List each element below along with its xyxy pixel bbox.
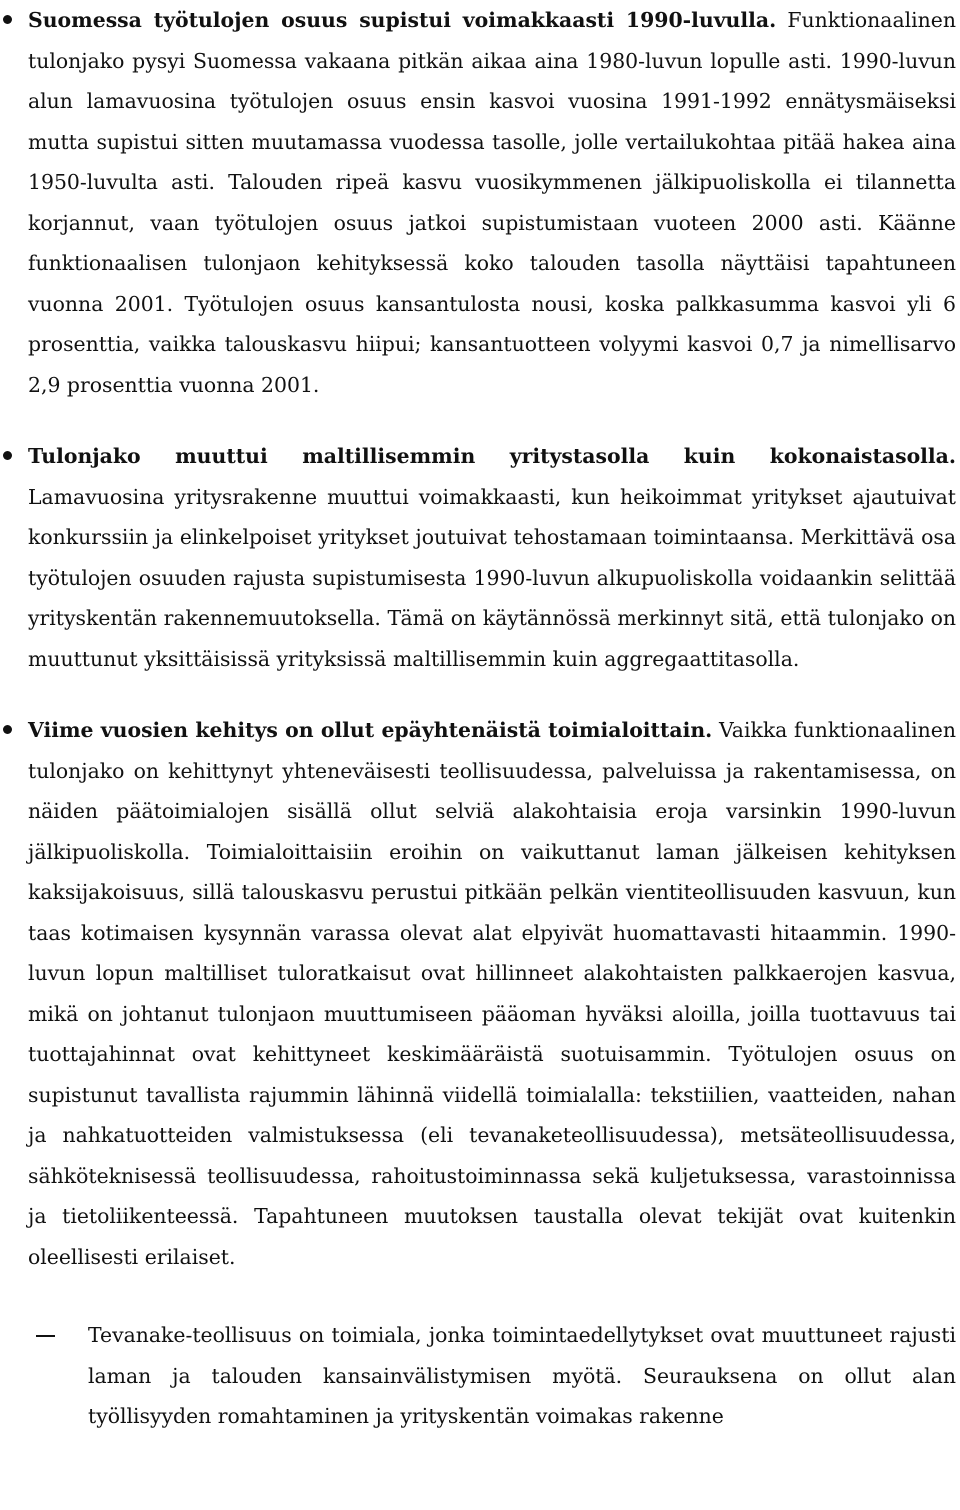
bullet-lead-text: Suomessa työtulojen osuus supistui voimakkaasti 1990-luvulla.: [28, 8, 777, 32]
bullet-lead-text: Viime vuosien kehitys on ollut epäyhtenäistä toimialoittain.: [28, 718, 713, 742]
bullet-dot-icon: [3, 15, 12, 24]
bullet-body-text: Funktionaalinen tulonjako pysyi Suomessa vakaana pitkän aikaa aina 1980-luvun lopulle asti. 1990-luvun alun lamavuosina työtulojen osuus ensin kasvoi vuosina 1991-1992 ennätysmäiseksi mutta supistui sitten muutamassa vuodessa tasolle, jolle vertailukohtaa pitää hakea aina 1950-luvulta asti. Talouden ripeä kasvu vuosikymmenen jälkipuoliskolla ei tilannetta korjannut, vaan työtulojen osuus jatkoi supistumistaan vuoteen 2000 asti. Käänne funktionaalisen tulonjaon kehityksessä koko talouden tasolla näyttäisi tapahtuneen vuonna 2001. Työtulojen osuus kansantulosta nousi, koska palkkasumma kasvoi yli 6 prosenttia, vaikka talouskasvu hiipui; kansantuotteen volyymi kasvoi 0,7 ja nimellisarvo 2,9 prosenttia vuonna 2001.: [28, 8, 956, 397]
bullet-item-labor-share: [0, 0, 956, 405]
sub-item-tevanake: [28, 1315, 956, 1437]
bullet-body-text: Lamavuosina yritysrakenne muuttui voimakkaasti, kun heikoimmat yritykset ajautuivat konkurssiin ja elinkelpoiset yritykset joutuivat tehostamaan toimintaansa. Merkittävä osa työtulojen osuuden rajusta supistumisesta 1990-luvun alkupuoliskolla voidaankin selittää yrityskentän rakennemuutoksella. Tämä on käytännössä merkinnyt sitä, että tulonjako on muuttunut yksittäisissä yrityksissä maltillisemmin kuin aggregaattitasolla.: [28, 484, 956, 671]
bullet-dot-icon: [3, 451, 12, 460]
bullet-item-firm-level: [0, 436, 956, 679]
bullet-item-industries: [0, 710, 956, 1277]
bullet-lead-text: Tulonjako muuttui maltillisemmin yritystasolla kuin kokonaistasolla.: [28, 444, 956, 468]
bullet-dot-icon: [3, 725, 12, 734]
dash-marker-icon: [36, 1335, 55, 1337]
sub-item-text: Tevanake-teollisuus on toimiala, jonka toimintaedellytykset ovat muuttuneet rajusti laman ja talouden kansainvälistymisen myötä. Seurauksena on ollut alan työllisyyden romahtaminen ja yrityskentän voimakas rakenne: [88, 1323, 956, 1428]
bullet-body-text: Vaikka funktionaalinen tulonjako on kehittynyt yhteneväisesti teollisuudessa, palveluissa ja rakentamisessa, on näiden päätoimialojen sisällä ollut selviä alakohtaisia eroja varsinkin 1990-luvun jälkipuoliskolla. Toimialoittaisiin eroihin on vaikuttanut laman jälkeisen kehityksen kaksijakoisuus, sillä talouskasvu perustui pitkään pelkän vientiteollisuuden kasvuun, kun taas kotimaisen kysynnän varassa olevat alat elpyivät huomattavasti hitaammin. 1990-luvun lopun maltilliset tuloratkaisut ovat hillinneet alakohtaisten palkkaerojen kasvua, mikä on johtanut tulonjaon muuttumiseen pääoman hyväksi aloilla, joilla tuottavuus tai tuottajahinnat ovat kehittyneet keskimääräistä suotuisammin. Työtulojen osuus on supistunut tavallista rajummin lähinnä viidellä toimialalla: tekstiilien, vaatteiden, nahan ja nahkatuotteiden valmistuksessa (eli tevanaketeollisuudessa), metsäteollisuudessa, sähköteknisessä teollisuudessa, rahoitustoiminnassa sekä kuljetuksessa, varastoinnissa ja tietoliikenteessä. Tapahtuneen muutoksen taustalla olevat tekijät ovat kuitenkin oleellisesti erilaiset.: [28, 718, 956, 1269]
